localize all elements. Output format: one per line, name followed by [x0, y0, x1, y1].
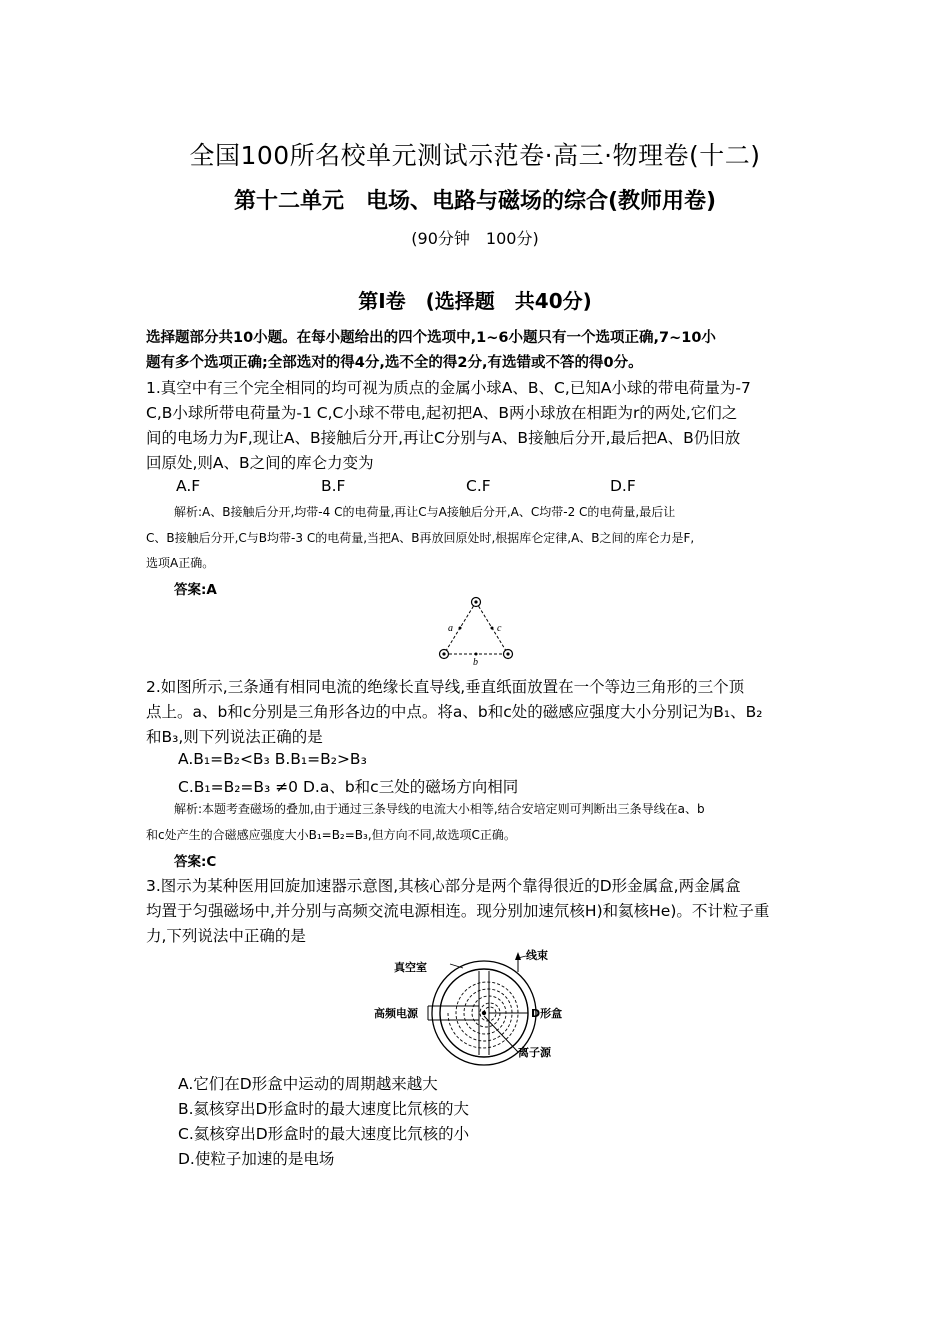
label-hf-power: 高频电源: [374, 1007, 418, 1020]
label-b: b: [473, 657, 478, 666]
q2-options-line[interactable]: C.B₁=B₂=B₃ ≠0 D.a、b和c三处的磁场方向相同: [178, 778, 519, 796]
q3-stem-line: 均置于匀强磁场中,并分别与高频交流电源相连。现分别加速氘核H)和氦核He)。不计粒子重: [146, 902, 770, 920]
q3-stem-line: 3.图示为某种医用回旋加速器示意图,其核心部分是两个靠得很近的D形金属盒,两金属盒: [146, 877, 741, 895]
time-score: (90分钟 100分): [411, 229, 539, 248]
q3-option-a[interactable]: A.它们在D形盒中运动的周期越来越大: [178, 1075, 438, 1093]
intro-line: 题有多个选项正确;全部选对的得4分,选不全的得2分,有选错或不答的得0分。: [146, 355, 643, 371]
q1-analysis-line: 选项A正确。: [146, 556, 215, 570]
cyclotron-figure: [368, 946, 588, 1068]
q1-analysis-line: C、B接触后分开,C与B均带-3 C的电荷量,当把A、B再放回原处时,根据库仑定律,A、B之间的库仑力是F,: [146, 531, 695, 545]
q2-stem-line: 和B₃,则下列说法正确的是: [146, 728, 323, 746]
q1-stem-line: 回原处,则A、B之间的库仑力变为: [146, 454, 374, 472]
q1-stem-line: 1.真空中有三个完全相同的均可视为质点的金属小球A、B、C,已知A小球的带电荷量为-7: [146, 379, 751, 397]
unit-subtitle: 第十二单元 电场、电路与磁场的综合(教师用卷): [233, 189, 717, 214]
label-d-box: D形盒: [531, 1007, 563, 1020]
q2-stem-line: 2.如图所示,三条通有相同电流的绝缘长直导线,垂直纸面放置在一个等边三角形的三个顶: [146, 678, 745, 696]
q1-stem-line: C,B小球所带电荷量为-1 C,C小球不带电,起初把A、B两小球放在相距为r的两处,它们之: [146, 404, 738, 422]
label-beam: 线束: [526, 949, 548, 962]
q3-option-b[interactable]: B.氦核穿出D形盒时的最大速度比氘核的大: [178, 1100, 469, 1118]
q2-answer: 答案:C: [174, 854, 217, 870]
q2-triangle-figure: [436, 594, 516, 666]
q3-stem-line: 力,下列说法中正确的是: [146, 927, 306, 945]
section-heading: 第Ⅰ卷 (选择题 共40分): [358, 289, 592, 313]
q2-stem-line: 点上。a、b和c分别是三角形各边的中点。将a、b和c处的磁感应强度大小分别记为B₁、B₂: [146, 703, 763, 721]
q1-stem-line: 间的电场力为F,现让A、B接触后分开,再让C分别与A、B接触后分开,最后把A、B仍旧放: [146, 429, 741, 447]
q1-option-c[interactable]: C.F: [466, 477, 491, 495]
q2-analysis-line: 解析:本题考查磁场的叠加,由于通过三条导线的电流大小相等,结合安培定则可判断出三条导线在a、b: [174, 802, 705, 816]
q2-analysis-line: 和c处产生的合磁感应强度大小B₁=B₂=B₃,但方向不同,故选项C正确。: [146, 828, 516, 842]
exam-title: 全国100所名校单元测试示范卷·高三·物理卷(十二): [189, 141, 761, 170]
beam-arrow-icon: [515, 952, 521, 960]
label-ion-source: 离子源: [518, 1046, 551, 1059]
q1-option-b[interactable]: B.F: [321, 477, 346, 495]
label-a: a: [448, 623, 453, 634]
q3-option-d[interactable]: D.使粒子加速的是电场: [178, 1150, 335, 1168]
q2-options-line[interactable]: A.B₁=B₂<B₃ B.B₁=B₂>B₃: [178, 750, 367, 768]
label-c: c: [497, 623, 502, 634]
q1-option-d[interactable]: D.F: [610, 477, 636, 495]
q3-option-c[interactable]: C.氦核穿出D形盒时的最大速度比氘核的小: [178, 1125, 470, 1143]
intro-line: 选择题部分共10小题。在每小题给出的四个选项中,1~6小题只有一个选项正确,7~10小: [146, 330, 716, 346]
label-vacuum-chamber: 真空室: [394, 961, 427, 974]
q1-analysis-line: 解析:A、B接触后分开,均带-4 C的电荷量,再让C与A接触后分开,A、C均带-2 C的电荷量,最后让: [174, 505, 676, 519]
q1-answer: 答案:A: [174, 582, 217, 598]
q1-option-a[interactable]: A.F: [176, 477, 201, 495]
